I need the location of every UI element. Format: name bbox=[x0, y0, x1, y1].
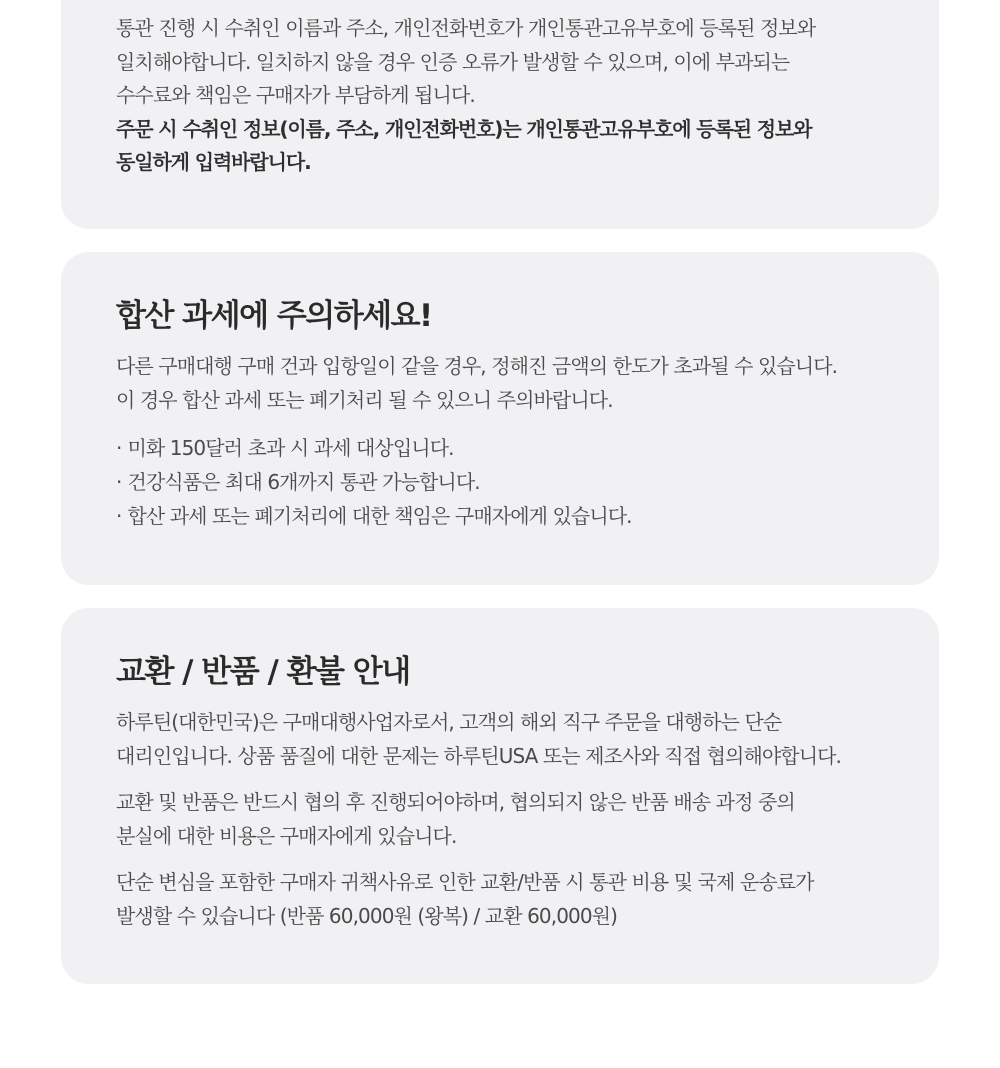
bullet-text: 미화 150달러 초과 시 과세 대상입니다. bbox=[127, 436, 454, 460]
list-item bbox=[116, 499, 919, 533]
customs-info-emphasis-line: 주문 시 수취인 정보(이름, 주소, 개인전화번호)는 개인통관고유부호에 등록된 정보와 bbox=[116, 116, 812, 141]
customs-info-line: 수수료와 책임은 구매자가 부담하게 됩니다. bbox=[116, 83, 475, 107]
list-item bbox=[116, 431, 919, 465]
returns-line: 단순 변심을 포함한 구매자 귀책사유로 인한 교환/반품 시 통관 비용 및 국제 운송료가 bbox=[116, 870, 814, 894]
customs-info-line: 통관 진행 시 수취인 이름과 주소, 개인전화번호가 개인통관고유부호에 등록된 정보와 bbox=[116, 16, 816, 40]
returns-paragraph-2 bbox=[116, 786, 919, 853]
returns-line: 하루틴(대한민국)은 구매대행사업자로서, 고객의 해외 직구 주문을 대행하는 단순 bbox=[116, 710, 782, 734]
bullet-text: 건강식품은 최대 6개까지 통관 가능합니다. bbox=[127, 470, 480, 494]
combined-tax-line: 다른 구매대행 구매 건과 입항일이 같을 경우, 정해진 금액의 한도가 초과될 수 있습니다. bbox=[116, 354, 838, 378]
combined-tax-bullet-list bbox=[116, 431, 919, 533]
returns-line: 교환 및 반품은 반드시 협의 후 진행되어야하며, 협의되지 않은 반품 배송 과정 중의 bbox=[116, 790, 795, 814]
returns-line: 분실에 대한 비용은 구매자에게 있습니다. bbox=[116, 823, 457, 848]
customs-info-card bbox=[61, 0, 939, 229]
combined-tax-line: 이 경우 합산 과세 또는 폐기처리 될 수 있으니 주의바랍니다. bbox=[116, 387, 613, 412]
returns-line: 발생할 수 있습니다 (반품 60,000원 (왕복) / 교환 60,000원) bbox=[116, 903, 617, 928]
bullet-text: 합산 과세 또는 폐기처리에 대한 책임은 구매자에게 있습니다. bbox=[127, 504, 632, 528]
bullet-dot: · bbox=[116, 436, 122, 460]
list-item bbox=[116, 465, 919, 499]
returns-paragraph-1 bbox=[116, 706, 919, 773]
customs-info-emphasis-line: 동일하게 입력바랍니다. bbox=[116, 150, 311, 174]
bullet-dot: · bbox=[116, 504, 122, 528]
combined-tax-text bbox=[116, 350, 919, 417]
customs-info-line: 일치해야합니다. 일치하지 않을 경우 인증 오류가 발생할 수 있으며, 이에 부과되는 bbox=[116, 49, 790, 74]
customs-info-text bbox=[116, 12, 919, 113]
returns-paragraph-3 bbox=[116, 866, 919, 933]
customs-info-emphasis bbox=[116, 113, 919, 180]
combined-tax-title: 합산 과세에 주의하세요! bbox=[116, 298, 432, 334]
returns-title: 교환 / 반품 / 환불 안내 bbox=[116, 654, 410, 690]
combined-tax-card bbox=[61, 252, 939, 585]
returns-line: 대리인입니다. 상품 품질에 대한 문제는 하루틴USA 또는 제조사와 직접 협의해야합니다. bbox=[116, 743, 841, 768]
returns-card bbox=[61, 608, 939, 984]
bullet-dot: · bbox=[116, 470, 122, 494]
